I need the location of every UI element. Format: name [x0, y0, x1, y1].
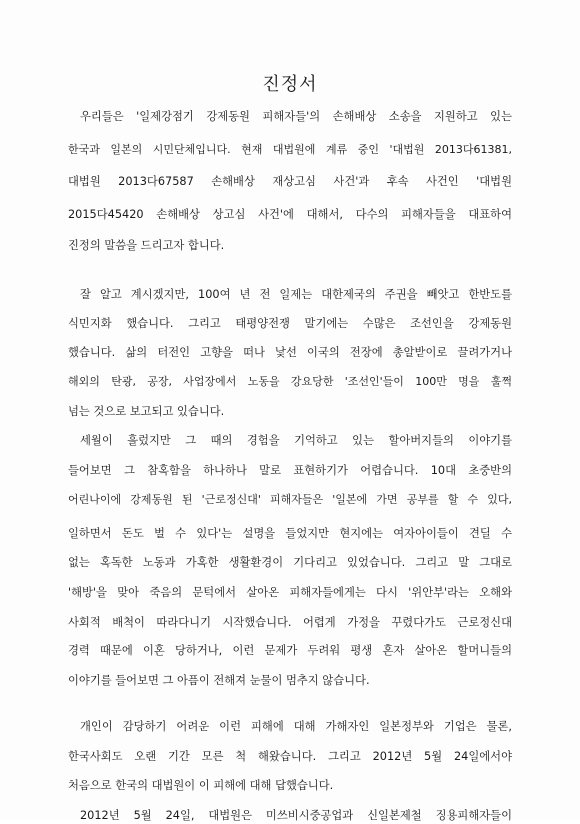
- text-line: 처음으로 한국의 대법원이 이 피해에 대해 답했습니다.: [68, 779, 334, 792]
- text-line: 2012년 5월 24일, 대법원은 미쓰비시중공업과 신일본제철 징용피해자들이: [80, 809, 512, 822]
- document-title: 진정서: [262, 74, 318, 95]
- text-line: 한국사회도 오랜 기간 모른 척 해왔습니다. 그리고 2012년 5월 24일에서야: [68, 750, 512, 763]
- text-line: 경력 때문에 이혼 당하거나, 이런 문제가 두려워 평생 혼자 살아온 할머니들의: [68, 644, 512, 657]
- text-line: 들어보면 그 참혹함을 하나하나 말로 표현하기가 어렵습니다. 10대 초중반의: [68, 464, 512, 477]
- text-line: 대법원 2013다67587 손해배상 재상고심 사건'과 후속 사건인 '대법원: [68, 175, 512, 188]
- text-line: 해외의 탄광, 공장, 사업장에서 노동을 강요당한 '조선인'들이 100만 명을 훌쩍: [68, 375, 512, 388]
- text-line: 없는 혹독한 노동과 가혹한 생활환경이 기다리고 있었습니다. 그리고 말 그대로: [68, 556, 512, 569]
- text-line: 잘 알고 계시겠지만, 100여 년 전 일제는 대한제국의 주권을 빼앗고 한반도를: [80, 288, 512, 301]
- text-line: '해방'을 맞아 죽음의 문턱에서 살아온 피해자들에게는 다시 '위안부'라는 오해와: [68, 586, 512, 599]
- text-line: 했습니다. 삶의 터전인 고향을 떠나 낯선 이국의 전장에 총알받이로 끌려가거나: [68, 346, 512, 359]
- text-line: 이야기를 들어보면 그 아픔이 전해져 눈물이 멈추지 않습니다.: [68, 674, 370, 687]
- text-line: 진정의 말씀을 드리고자 합니다.: [68, 239, 225, 252]
- text-line: 우리들은 '일제강점기 강제동원 피해자들'의 손해배상 소송을 지원하고 있는: [80, 110, 512, 123]
- text-line: 사회적 배척이 따라다니기 시작했습니다. 어렵게 가정을 꾸렸다가도 근로정신대: [68, 616, 512, 629]
- text-line: 개인이 감당하기 어려운 이런 피해에 대해 가해자인 일본정부와 기업은 물론,: [80, 720, 512, 733]
- text-line: 넘는 것으로 보고되고 있습니다.: [68, 405, 225, 418]
- text-line: 2015다45420 손해배상 상고심 사건'에 대해서, 다수의 피해자들을 대표하여: [68, 208, 512, 221]
- text-line: 세월이 흘렀지만 그 때의 경험을 기억하고 있는 할아버지들의 이야기를: [80, 434, 512, 447]
- text-line: 한국과 일본의 시민단체입니다. 현재 대법원에 계류 중인 '대법원 2013다61381,: [68, 143, 512, 156]
- text-line: 식민지화 했습니다. 그리고 태평양전쟁 말기에는 수많은 조선인을 강제동원: [68, 317, 512, 330]
- text-line: 어린나이에 강제동원 된 '근로정신대' 피해자들은 '일본에 가면 공부를 할 수 있다,: [68, 493, 512, 506]
- text-line: 일하면서 돈도 벌 수 있다'는 설명을 들었지만 현지에는 여자아이들이 견딜 수: [68, 527, 512, 540]
